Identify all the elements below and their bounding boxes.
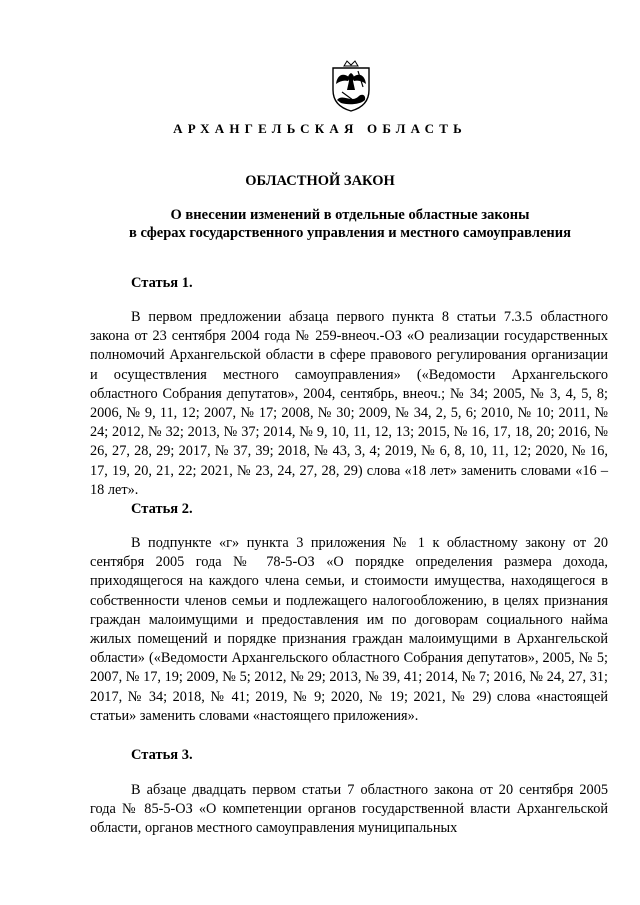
law-title-line: в сферах государственного управления и местного самоуправления	[129, 225, 571, 241]
article-text: В первом предложении абзаца первого пункта 8 статьи 7.3.5 областного закона от 23 сентября 2004 года № 259-внеоч.-ОЗ «О реализации государственных полномочий Архангельской области в сфере правового регулирования организации и осуществления местного самоуправления» («Ведомости Архангельского областного Собрания депутатов», 2004, сентябрь, внеоч.; № 34; 2005, № 3, 4, 5, 8; 2006, № 9, 11, 12; 2007, № 17; 2008, № 30; 2009, № 34, 2, 5, 6; 2010, № 10; 2011, № 24; 2012, № 32; 2013, № 37; 2014, № 9, 10, 11, 12, 13; 2015, № 16, 17, 18, 20; 2016, № 26, 27, 28, 29; 2017, № 37, 39; 2018, № 43, 3, 4; 2019, № 6, 8, 10, 11, 12; 2020, № 16, 17, 19, 20, 21, 22; 2021, № 23, 24, 27, 28, 29) слова «18 лет» заменить словами «16 – 18 лет».	[90, 309, 608, 498]
document-type: ОБЛАСТНОЙ ЗАКОН	[245, 173, 395, 189]
coat-of-arms-icon	[327, 60, 375, 112]
article-text: В абзаце двадцать первом статьи 7 областного закона от 20 сентября 2005 года № 85-5-ОЗ «О компетенции органов государственной власти Архангельской области, органов местного самоуправления муниципальных	[90, 782, 608, 837]
law-title-line: О внесении изменений в отдельные областные законы	[170, 207, 530, 223]
article-text: В подпункте «г» пункта 3 приложения № 1 к областному закону от 20 сентября 2005 года № 78-5-ОЗ «О порядке определения размера дохода, приходящегося на каждого члена семьи, и стоимости имущества, находящегося в собственности членов семьи и подлежащего налогообложению, в целях признания граждан малоимущими и предоставления им по договорам социального найма жилых помещений и порядке признания граждан малоимущими в Архангельской области» («Ведомости Архангельского областного Собрания депутатов», 2005, № 5; 2007, № 17, 19; 2009, № 5; 2012, № 29; 2013, № 39, 41; 2014, № 7; 2016, № 24, 27, 31; 2017, № 34; 2018, № 41; 2019, № 9; 2020, № 19; 2021, № 29) слова «настоящей статьи» заменить словами «настоящего приложения».	[90, 535, 608, 724]
law-title	[90, 206, 610, 242]
article-heading: Статья 3.	[131, 747, 193, 763]
region-name: АРХАНГЕЛЬСКАЯ ОБЛАСТЬ	[173, 121, 467, 136]
article-heading: Статья 2.	[131, 501, 193, 517]
article-heading: Статья 1.	[131, 275, 193, 291]
